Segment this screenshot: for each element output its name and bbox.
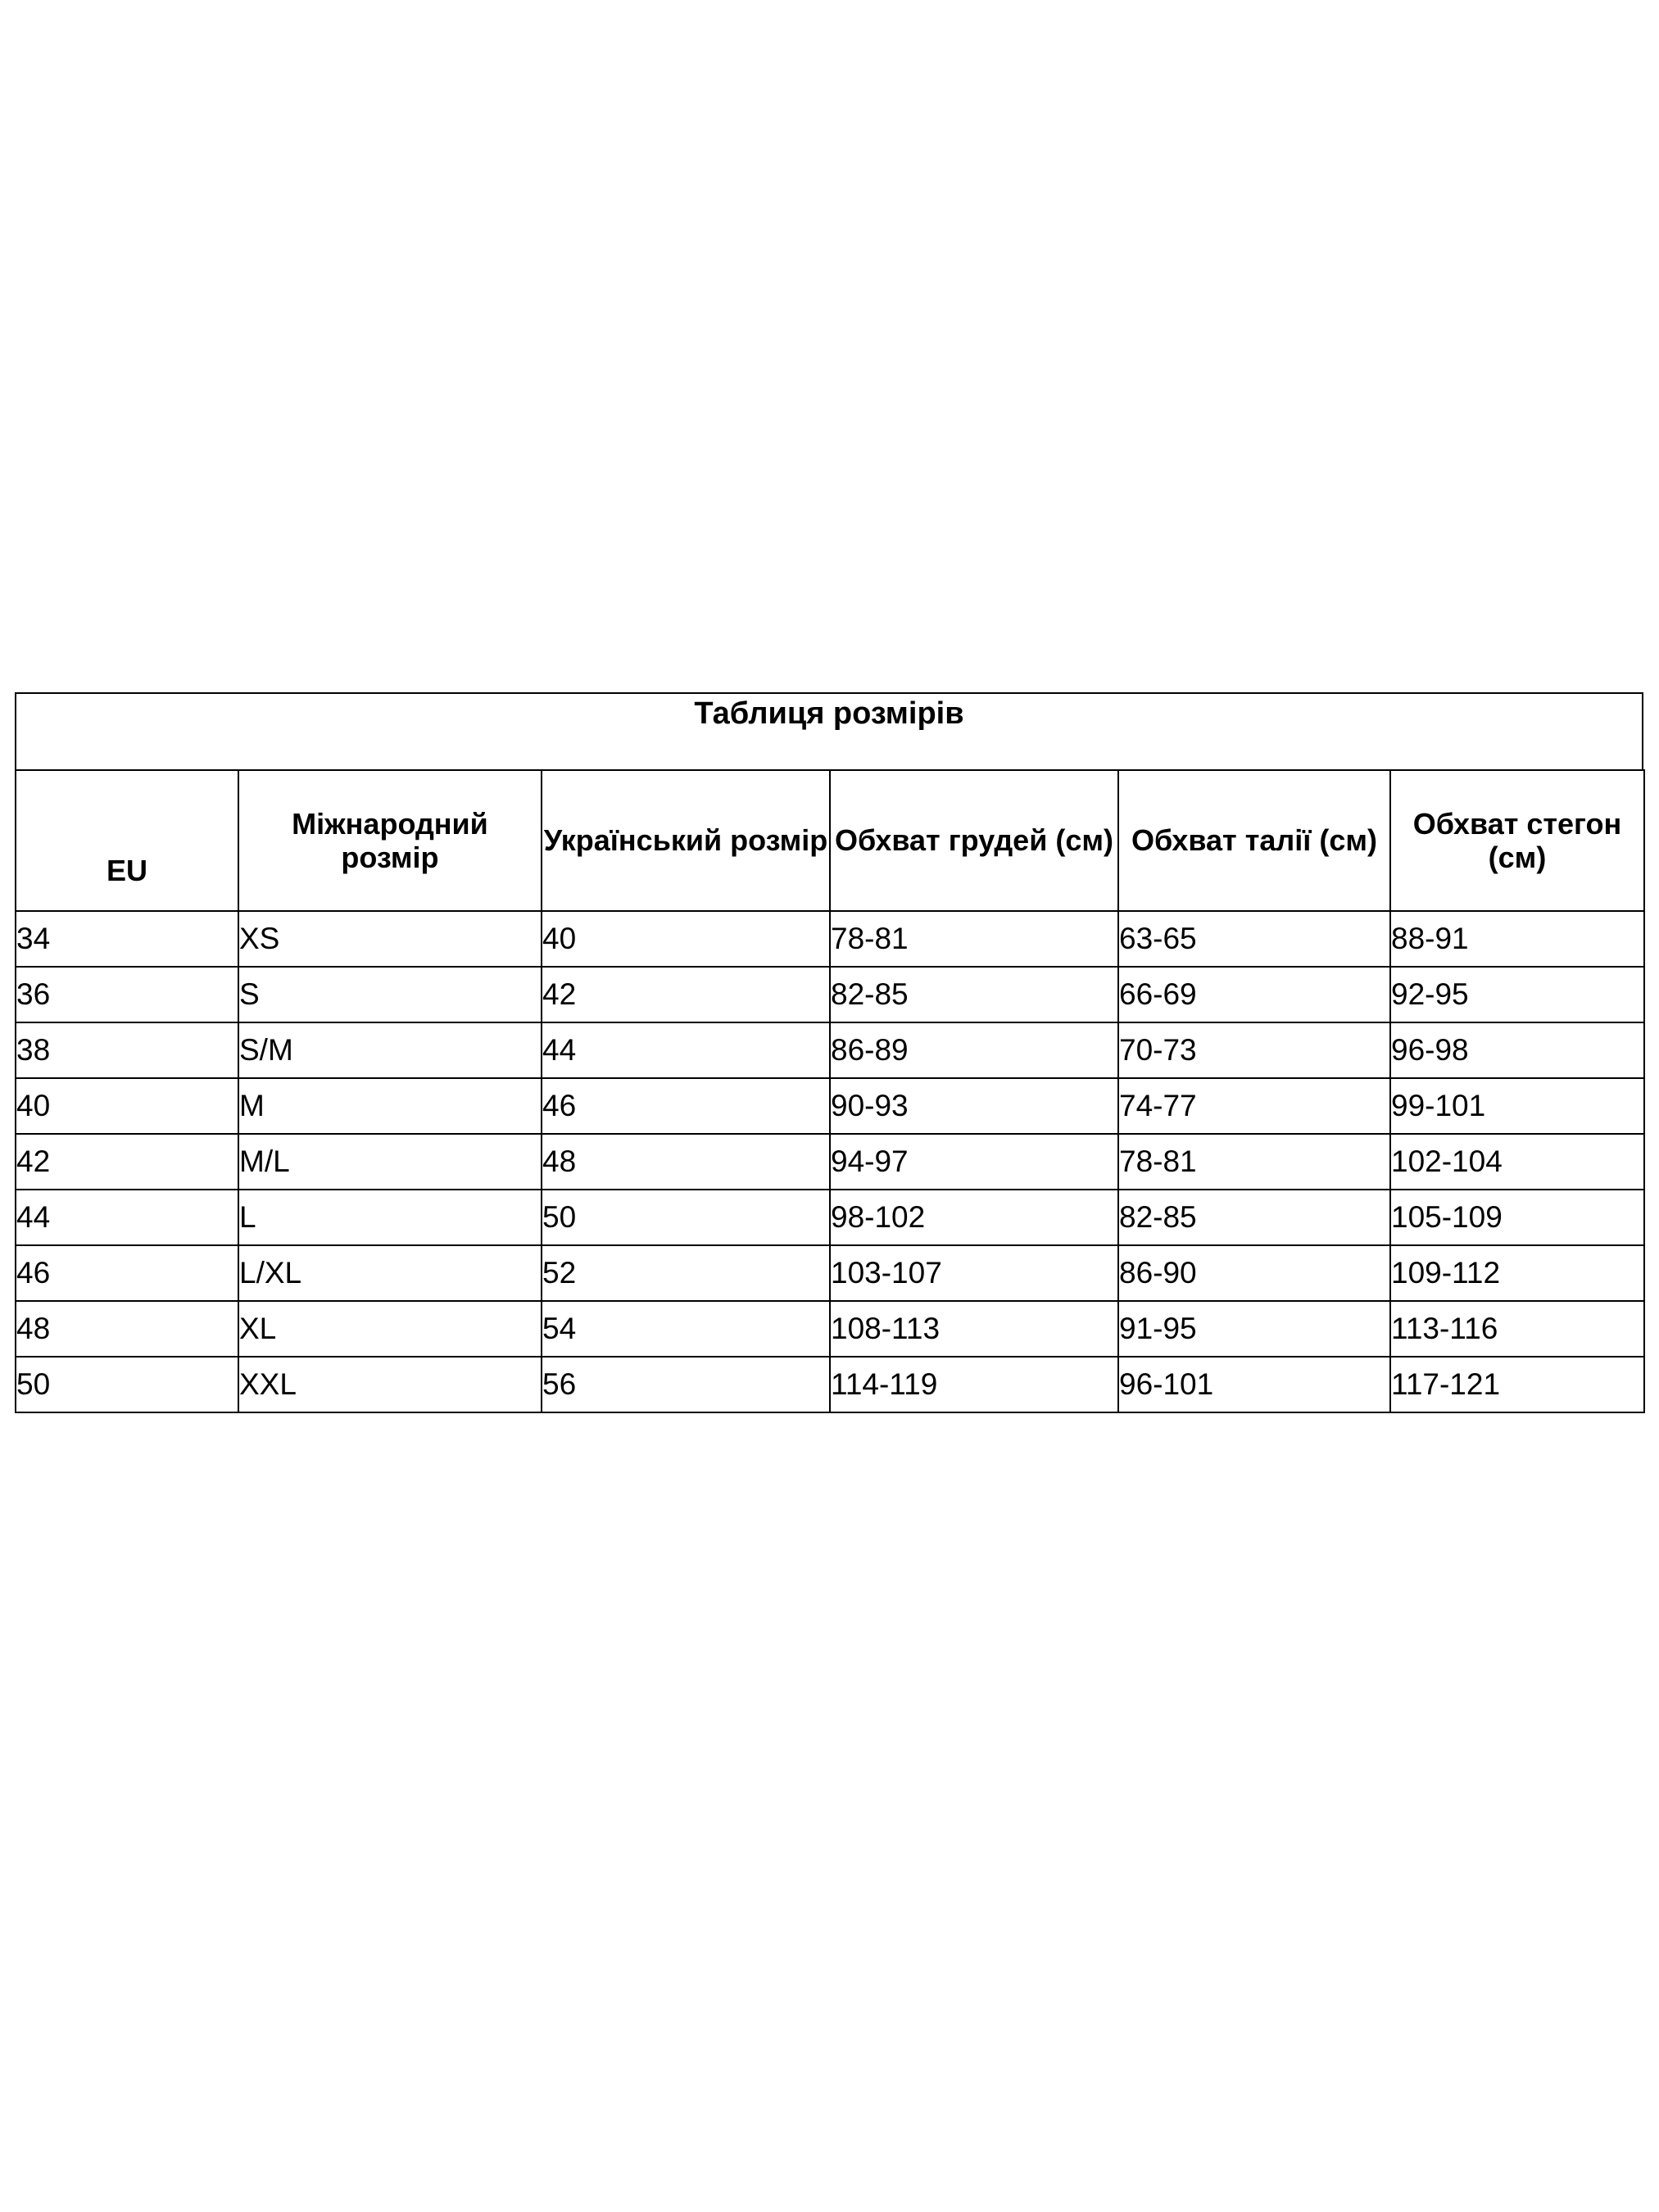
cell-waist: 70-73	[1118, 1022, 1390, 1078]
cell-chest: 103-107	[830, 1245, 1118, 1301]
cell-waist: 66-69	[1118, 967, 1390, 1022]
cell-ukrainian-size: 42	[542, 967, 830, 1022]
cell-eu: 46	[16, 1245, 238, 1301]
page-title: Таблиця розмірів	[15, 692, 1643, 769]
cell-waist: 96-101	[1118, 1357, 1390, 1412]
cell-waist: 74-77	[1118, 1078, 1390, 1134]
cell-hips: 109-112	[1390, 1245, 1644, 1301]
cell-international-size: M	[238, 1078, 542, 1134]
table-row	[16, 911, 1644, 967]
cell-eu: 38	[16, 1022, 238, 1078]
cell-ukrainian-size: 40	[542, 911, 830, 967]
cell-eu: 34	[16, 911, 238, 967]
cell-waist: 78-81	[1118, 1134, 1390, 1190]
cell-international-size: M/L	[238, 1134, 542, 1190]
cell-hips: 96-98	[1390, 1022, 1644, 1078]
cell-hips: 113-116	[1390, 1301, 1644, 1357]
cell-eu: 42	[16, 1134, 238, 1190]
cell-eu: 50	[16, 1357, 238, 1412]
table-row	[16, 1357, 1644, 1412]
cell-chest: 78-81	[830, 911, 1118, 967]
table-row	[16, 1134, 1644, 1190]
cell-hips: 117-121	[1390, 1357, 1644, 1412]
cell-waist: 86-90	[1118, 1245, 1390, 1301]
cell-eu: 44	[16, 1190, 238, 1245]
cell-ukrainian-size: 48	[542, 1134, 830, 1190]
cell-ukrainian-size: 44	[542, 1022, 830, 1078]
column-header-eu: EU	[16, 770, 238, 911]
cell-waist: 91-95	[1118, 1301, 1390, 1357]
table-row	[16, 1078, 1644, 1134]
cell-hips: 92-95	[1390, 967, 1644, 1022]
table-row	[16, 1022, 1644, 1078]
cell-waist: 82-85	[1118, 1190, 1390, 1245]
cell-international-size: XS	[238, 911, 542, 967]
cell-international-size: L	[238, 1190, 542, 1245]
cell-hips: 102-104	[1390, 1134, 1644, 1190]
cell-ukrainian-size: 56	[542, 1357, 830, 1412]
table-row	[16, 967, 1644, 1022]
table-row	[16, 1301, 1644, 1357]
cell-chest: 114-119	[830, 1357, 1118, 1412]
column-header-chest: Обхват грудей (см)	[830, 770, 1118, 911]
column-header-international-size: Міжнародний розмір	[238, 770, 542, 911]
cell-ukrainian-size: 46	[542, 1078, 830, 1134]
size-chart-table	[15, 769, 1645, 1413]
table-header	[16, 770, 1644, 911]
cell-chest: 108-113	[830, 1301, 1118, 1357]
cell-chest: 86-89	[830, 1022, 1118, 1078]
column-header-ukrainian-size: Український розмір	[542, 770, 830, 911]
cell-international-size: S/M	[238, 1022, 542, 1078]
cell-chest: 94-97	[830, 1134, 1118, 1190]
cell-hips: 105-109	[1390, 1190, 1644, 1245]
cell-ukrainian-size: 54	[542, 1301, 830, 1357]
cell-ukrainian-size: 50	[542, 1190, 830, 1245]
cell-ukrainian-size: 52	[542, 1245, 830, 1301]
cell-chest: 90-93	[830, 1078, 1118, 1134]
table-row	[16, 1190, 1644, 1245]
table-header-row	[16, 770, 1644, 911]
cell-international-size: L/XL	[238, 1245, 542, 1301]
cell-chest: 82-85	[830, 967, 1118, 1022]
cell-eu: 48	[16, 1301, 238, 1357]
cell-waist: 63-65	[1118, 911, 1390, 967]
cell-chest: 98-102	[830, 1190, 1118, 1245]
size-chart-block	[15, 692, 1643, 1413]
cell-hips: 99-101	[1390, 1078, 1644, 1134]
table-row	[16, 1245, 1644, 1301]
table-body	[16, 911, 1644, 1412]
cell-international-size: XXL	[238, 1357, 542, 1412]
column-header-waist: Обхват талії (см)	[1118, 770, 1390, 911]
cell-eu: 40	[16, 1078, 238, 1134]
cell-international-size: XL	[238, 1301, 542, 1357]
column-header-hips: Обхват стегон (см)	[1390, 770, 1644, 911]
cell-international-size: S	[238, 967, 542, 1022]
cell-hips: 88-91	[1390, 911, 1644, 967]
cell-eu: 36	[16, 967, 238, 1022]
